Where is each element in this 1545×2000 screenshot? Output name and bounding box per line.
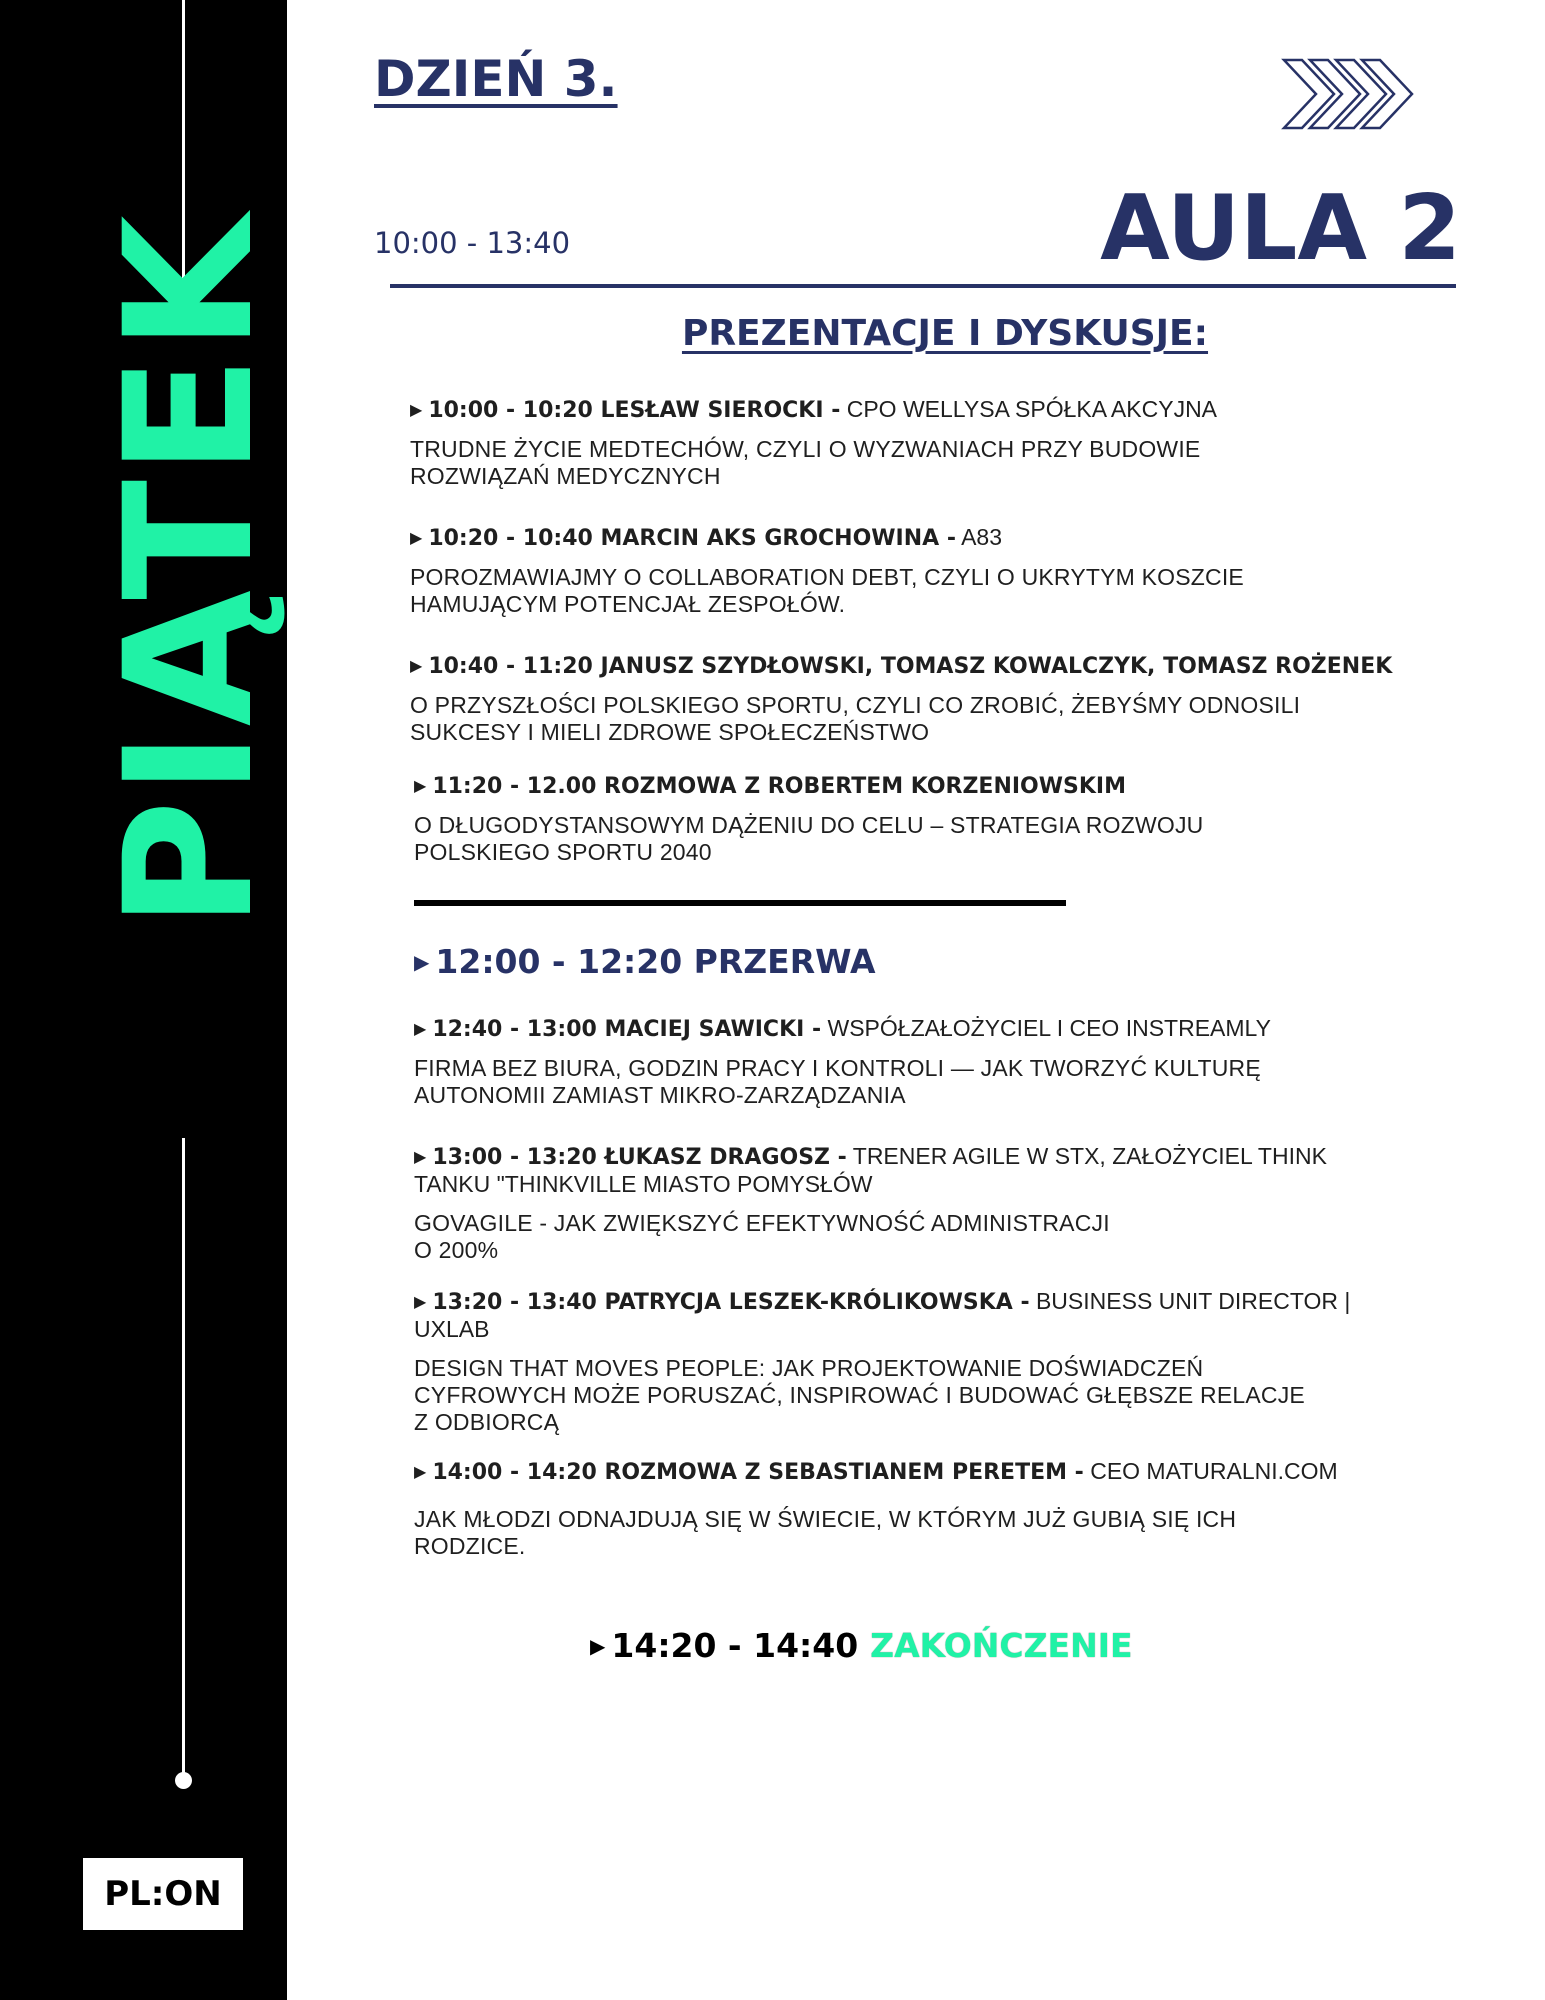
- bullet-triangle-icon: ▶: [414, 778, 427, 795]
- bullet-triangle-icon: ▶: [410, 402, 423, 419]
- break-item: [414, 942, 1450, 981]
- sidebar: [0, 0, 292, 2000]
- logo: PL:ON: [83, 1858, 243, 1930]
- break-divider: [414, 900, 1066, 906]
- session-description: RODZICE.: [414, 1533, 526, 1559]
- bullet-triangle-icon: ▶: [414, 1464, 427, 1481]
- session-role: TRENER AGILE W STX, ZAŁOŻYCIEL THINK: [846, 1143, 1327, 1169]
- session-item: [414, 1288, 1450, 1436]
- break-label: 12:00 - 12:20 PRZERWA: [435, 942, 876, 981]
- session-role: CEO MATURALNI.COM: [1083, 1458, 1338, 1484]
- session-item: [414, 772, 1450, 866]
- session-role: A83: [955, 524, 1003, 550]
- session-time-speaker: 11:20 - 12.00 ROZMOWA Z ROBERTEM KORZENIOWSKIM: [432, 774, 1126, 799]
- session-time-speaker: 10:40 - 11:20 JANUSZ SZYDŁOWSKI, TOMASZ KOWALCZYK, TOMASZ ROŻENEK: [428, 654, 1393, 679]
- session-item: [410, 652, 1450, 746]
- session-role: WSPÓŁZAŁOŻYCIEL I CEO INSTREAMLY: [821, 1015, 1271, 1041]
- session-description: POLSKIEGO SPORTU 2040: [414, 839, 712, 865]
- session-description: HAMUJĄCYM POTENCJAŁ ZESPOŁÓW.: [410, 591, 846, 617]
- chevrons-right-icon: [1280, 56, 1416, 132]
- closing-item: [590, 1626, 1133, 1665]
- session-time-speaker: 12:40 - 13:00 MACIEJ SAWICKI -: [432, 1017, 822, 1042]
- session-item: [410, 524, 1450, 618]
- day-title: DZIEŃ 3.: [374, 50, 618, 108]
- session-item: [414, 1015, 1450, 1109]
- session-description: POROZMAWIAJMY O COLLABORATION DEBT, CZYLI O UKRYTYM KOSZCIE: [410, 564, 1244, 590]
- session-role: BUSINESS UNIT DIRECTOR |: [1029, 1288, 1351, 1314]
- session-description: Z ODBIORCĄ: [414, 1409, 560, 1435]
- header-divider: [390, 284, 1456, 288]
- session-item: [414, 1143, 1450, 1264]
- session-role: CPO WELLYSA SPÓŁKA AKCYJNA: [840, 396, 1218, 422]
- room-title: AULA 2: [1100, 176, 1461, 281]
- bullet-triangle-icon: ▶: [410, 658, 423, 675]
- session-time-speaker: 10:20 - 10:40 MARCIN AKS GROCHOWINA -: [428, 526, 956, 551]
- session-time-speaker: 14:00 - 14:20 ROZMOWA Z SEBASTIANEM PERETEM -: [432, 1460, 1084, 1485]
- bullet-triangle-icon: ▶: [414, 1294, 427, 1311]
- time-range: 10:00 - 13:40: [374, 226, 571, 260]
- session-time-speaker: 13:00 - 13:20 ŁUKASZ DRAGOSZ -: [432, 1145, 847, 1170]
- session-item: [414, 1458, 1450, 1560]
- session-role-continued: TANKU "THINKVILLE MIASTO POMYSŁÓW: [414, 1171, 873, 1197]
- bullet-triangle-icon: ▶: [414, 1149, 427, 1166]
- session-description: O 200%: [414, 1237, 499, 1263]
- session-description: O PRZYSZŁOŚCI POLSKIEGO SPORTU, CZYLI CO ZROBIĆ, ŻEBYŚMY ODNOSILI: [410, 692, 1301, 718]
- bullet-triangle-icon: ▶: [414, 950, 430, 974]
- closing-label: ZAKOŃCZENIE: [870, 1626, 1133, 1665]
- session-role-continued: UXLAB: [414, 1316, 490, 1342]
- session-description: AUTONOMII ZAMIAST MIKRO-ZARZĄDZANIA: [414, 1082, 906, 1108]
- session-description: ROZWIĄZAŃ MEDYCZNYCH: [410, 463, 721, 489]
- session-description: TRUDNE ŻYCIE MEDTECHÓW, CZYLI O WYZWANIACH PRZY BUDOWIE: [410, 436, 1201, 462]
- session-description: O DŁUGODYSTANSOWYM DĄŻENIU DO CELU – STRATEGIA ROZWOJU: [414, 812, 1204, 838]
- session-item: [410, 396, 1450, 490]
- session-description: GOVAGILE - JAK ZWIĘKSZYĆ EFEKTYWNOŚĆ ADMINISTRACJI: [414, 1210, 1110, 1236]
- section-title: PREZENTACJE I DYSKUSJE:: [681, 313, 1209, 354]
- closing-time: 14:20 - 14:40: [611, 1626, 859, 1665]
- session-description: FIRMA BEZ BIURA, GODZIN PRACY I KONTROLI — JAK TWORZYĆ KULTURĘ: [414, 1055, 1261, 1081]
- session-time-speaker: 10:00 - 10:20 LESŁAW SIEROCKI -: [428, 398, 841, 423]
- session-description: CYFROWYCH MOŻE PORUSZAĆ, INSPIROWAĆ I BUDOWAĆ GŁĘBSZE RELACJE: [414, 1382, 1305, 1408]
- bullet-triangle-icon: ▶: [590, 1634, 606, 1658]
- bullet-triangle-icon: ▶: [414, 1021, 427, 1038]
- session-time-speaker: 13:20 - 13:40 PATRYCJA LESZEK-KRÓLIKOWSKA -: [432, 1290, 1030, 1315]
- session-description: DESIGN THAT MOVES PEOPLE: JAK PROJEKTOWANIE DOŚWIADCZEŃ: [414, 1355, 1204, 1381]
- session-description: SUKCESY I MIELI ZDROWE SPOŁECZEŃSTWO: [410, 719, 930, 745]
- agenda: [410, 396, 1450, 1594]
- day-name: PIĄTEK: [87, 211, 292, 929]
- timeline-line-bottom: [182, 1138, 185, 1778]
- session-description: JAK MŁODZI ODNAJDUJĄ SIĘ W ŚWIECIE, W KTÓRYM JUŻ GUBIĄ SIĘ ICH: [414, 1506, 1237, 1532]
- timeline-dot-bottom: [175, 1772, 192, 1789]
- bullet-triangle-icon: ▶: [410, 530, 423, 547]
